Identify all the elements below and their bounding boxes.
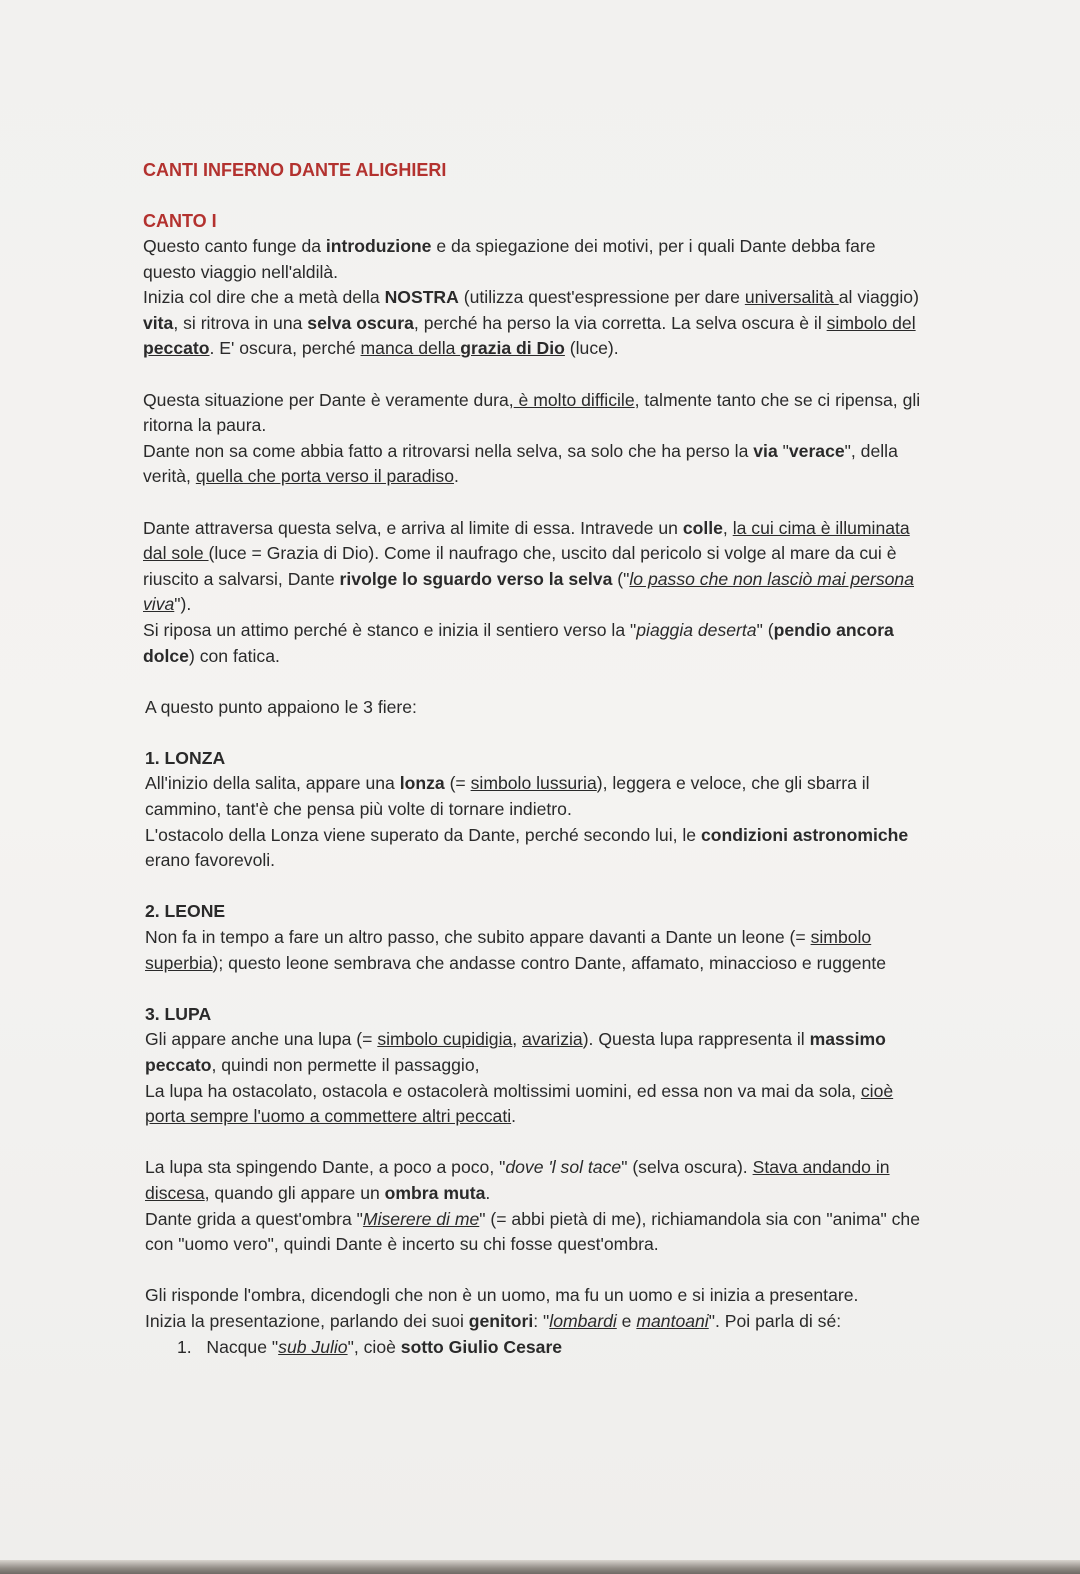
paragraph-situazione: Questa situazione per Dante è veramente dura, è molto difficile, talmente tanto che se ci ripensa, gli ritorna la paura. [143, 389, 921, 436]
paragraph-risposta: Gli risponde l'ombra, dicendogli che non è un uomo, ma fu un uomo e si inizia a presentare. [145, 1285, 859, 1306]
paragraph-intro: Questo canto funge da introduzione e da spiegazione dei motivi, per i quali Dante debba fare questo viaggio nell'aldilà. [143, 236, 876, 282]
document-title: CANTI INFERNO DANTE ALIGHIERI [143, 160, 447, 180]
heading-lonza: 1. LONZA [145, 747, 226, 768]
paragraph-fiere: A questo punto appaiono le 3 fiere: [145, 696, 417, 717]
paragraph-genitori: Inizia la presentazione, parlando dei suoi genitori: "lombardi e mantoani". Poi parla di sé: [145, 1310, 842, 1331]
paragraph-ombra: La lupa sta spingendo Dante, a poco a poco, "dove 'l sol tace" (selva oscura). Stava andando in discesa, quando gli appare un ombra muta. [145, 1157, 890, 1203]
paragraph-selva: Inizia col dire che a metà della NOSTRA (utilizza quest'espressione per dare universalità al viaggio) vita, si ritrova in una selva oscura, perché ha perso la via corretta. La selva oscura è il simbolo del peccato. E' oscura, perché manca della grazia di Dio (luce). [143, 287, 919, 359]
list-item-nacque: 1. Nacque "sub Julio", cioè sotto Giulio Cesare [177, 1336, 563, 1357]
heading-lupa: 3. LUPA [145, 1003, 212, 1024]
paragraph-lupa-2: La lupa ha ostacolato, ostacola e ostacolerà moltissimi uomini, ed essa non va mai da sola, cioè porta sempre l'uomo a commettere altri peccati. [145, 1080, 894, 1127]
paragraph-riposa: Si riposa un attimo perché è stanco e inizia il sentiero verso la "piaggia deserta" (pendio ancora dolce) con fatica. [143, 619, 894, 666]
document-body [143, 158, 933, 1360]
paragraph-lupa-1: Gli appare anche una lupa (= simbolo cupidigia, avarizia). Questa lupa rappresenta il massimo peccato, quindi non permette il passaggio, [145, 1029, 886, 1075]
paper-bottom-edge [0, 1560, 1080, 1574]
paragraph-colle: Dante attraversa questa selva, e arriva al limite di essa. Intravede un colle, la cui cima è illuminata dal sole (luce = Grazia di Dio). Come il naufrago che, uscito dal pericolo si volge al mare da cui è riuscito a salvarsi, Dante rivolge lo sguardo verso la selva ("lo passo che non lasciò mai persona viva"). [143, 517, 914, 615]
paragraph-miserere: Dante grida a quest'ombra "Miserere di me" (= abbi pietà di me), richiamandola sia con "anima" che con "uomo vero", quindi Dante è incerto su chi fosse quest'ombra. [145, 1208, 921, 1255]
paragraph-via-verace: Dante non sa come abbia fatto a ritrovarsi nella selva, sa solo che ha perso la via "verace", della verità, quella che porta verso il paradiso. [143, 440, 898, 487]
canto-heading: CANTO I [143, 211, 217, 231]
paragraph-leone: Non fa in tempo a fare un altro passo, che subito appare davanti a Dante un leone (= simbolo superbia); questo leone sembrava che andasse contro Dante, affamato, minaccioso e ruggente [145, 927, 887, 973]
heading-leone: 2. LEONE [145, 901, 226, 922]
paragraph-lonza-1: All'inizio della salita, appare una lonza (= simbolo lussuria), leggera e veloce, che gli sbarra il cammino, tant'è che pensa più volte di tornare indietro. [145, 773, 870, 820]
paragraph-lonza-2: L'ostacolo della Lonza viene superato da Dante, perché secondo lui, le condizioni astronomiche erano favorevoli. [145, 824, 909, 871]
